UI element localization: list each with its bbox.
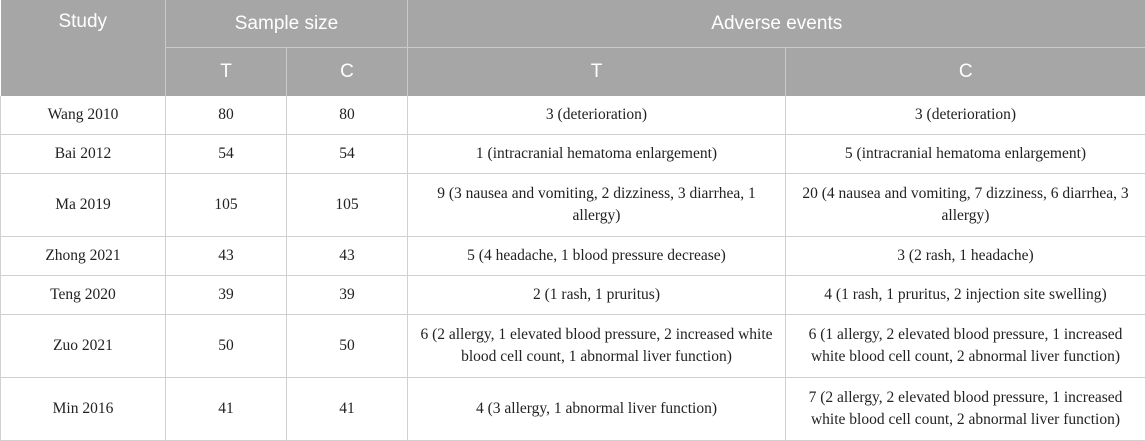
table-row: [1, 378, 1145, 441]
cell-sample-t: 43: [166, 237, 287, 276]
header-sample-c: C: [287, 48, 408, 97]
cell-study: Min 2016: [1, 378, 166, 441]
cell-sample-t: 50: [166, 315, 287, 378]
header-adverse-events: Adverse events: [408, 0, 1145, 48]
cell-study: Zhong 2021: [1, 237, 166, 276]
header-adverse-c: C: [786, 48, 1145, 97]
table-row: [1, 96, 1145, 135]
table-row: [1, 315, 1145, 378]
table-header: [1, 0, 1145, 96]
cell-adverse-t: 4 (3 allergy, 1 abnormal liver function): [408, 378, 786, 441]
cell-sample-c: 41: [287, 378, 408, 441]
cell-sample-c: 50: [287, 315, 408, 378]
header-study: Study: [1, 0, 166, 96]
table-row: [1, 276, 1145, 315]
header-sample-size: Sample size: [166, 0, 408, 48]
table-body: [1, 96, 1145, 441]
cell-adverse-c: 4 (1 rash, 1 pruritus, 2 injection site swelling): [786, 276, 1145, 315]
cell-study: Wang 2010: [1, 96, 166, 135]
cell-adverse-t: 6 (2 allergy, 1 elevated blood pressure, 2 increased white blood cell count, 1 abnormal liver function): [408, 315, 786, 378]
cell-study: Zuo 2021: [1, 315, 166, 378]
cell-adverse-t: 2 (1 rash, 1 pruritus): [408, 276, 786, 315]
header-sample-t: T: [166, 48, 287, 97]
cell-sample-c: 39: [287, 276, 408, 315]
cell-adverse-c: 3 (2 rash, 1 headache): [786, 237, 1145, 276]
cell-study: Bai 2012: [1, 135, 166, 174]
cell-adverse-c: 20 (4 nausea and vomiting, 7 dizziness, 6 diarrhea, 3 allergy): [786, 174, 1145, 237]
cell-adverse-t: 9 (3 nausea and vomiting, 2 dizziness, 3 diarrhea, 1 allergy): [408, 174, 786, 237]
table-row: [1, 135, 1145, 174]
cell-adverse-t: 1 (intracranial hematoma enlargement): [408, 135, 786, 174]
table-row: [1, 174, 1145, 237]
cell-sample-c: 105: [287, 174, 408, 237]
cell-adverse-t: 3 (deterioration): [408, 96, 786, 135]
cell-adverse-c: 7 (2 allergy, 2 elevated blood pressure, 1 increased white blood cell count, 2 abnormal liver function): [786, 378, 1145, 441]
cell-sample-c: 43: [287, 237, 408, 276]
header-adverse-t: T: [408, 48, 786, 97]
cell-sample-t: 105: [166, 174, 287, 237]
table-row: [1, 237, 1145, 276]
cell-sample-c: 80: [287, 96, 408, 135]
cell-study: Ma 2019: [1, 174, 166, 237]
cell-adverse-t: 5 (4 headache, 1 blood pressure decrease): [408, 237, 786, 276]
cell-sample-t: 80: [166, 96, 287, 135]
cell-study: Teng 2020: [1, 276, 166, 315]
cell-sample-c: 54: [287, 135, 408, 174]
cell-sample-t: 39: [166, 276, 287, 315]
cell-adverse-c: 5 (intracranial hematoma enlargement): [786, 135, 1145, 174]
cell-sample-t: 41: [166, 378, 287, 441]
cell-adverse-c: 6 (1 allergy, 2 elevated blood pressure, 1 increased white blood cell count, 2 abnormal liver function): [786, 315, 1145, 378]
cell-adverse-c: 3 (deterioration): [786, 96, 1145, 135]
cell-sample-t: 54: [166, 135, 287, 174]
